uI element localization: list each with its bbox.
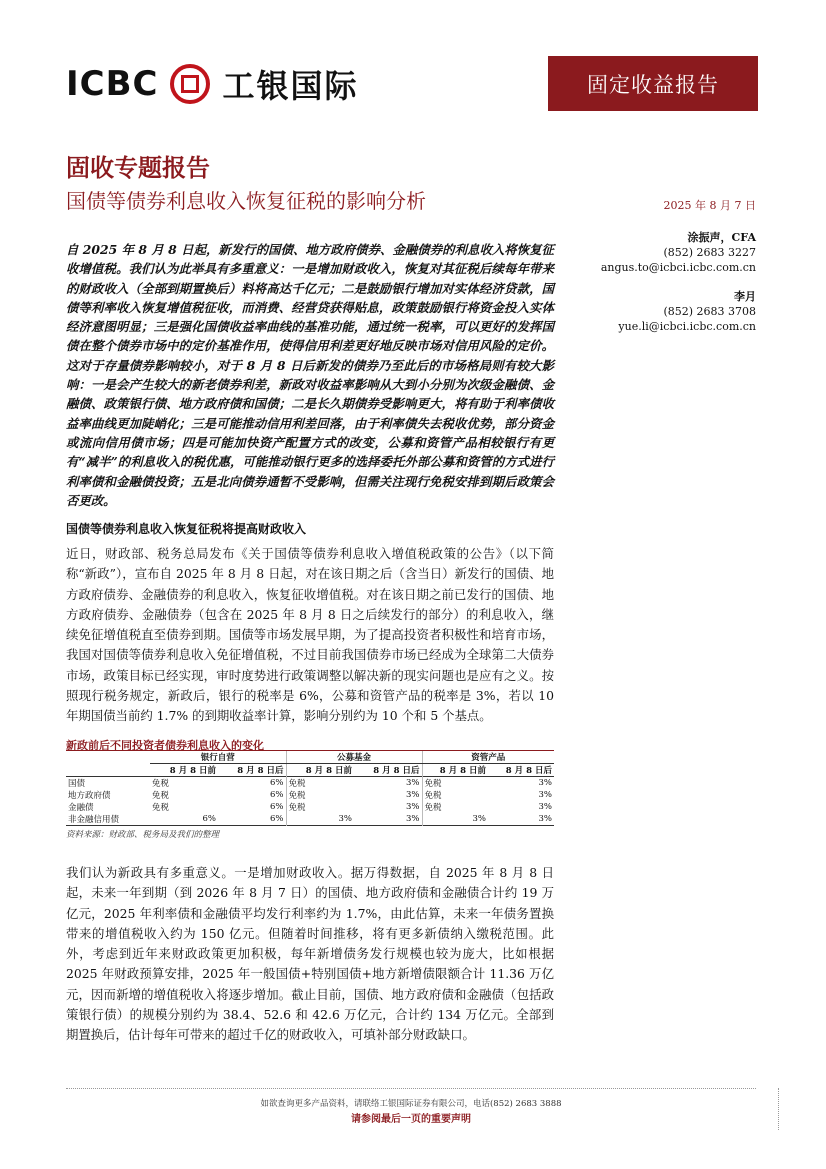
table-group-header: 公募基金 (286, 751, 422, 764)
executive-summary: 自 2025 年 8 月 8 日起，新发行的国债、地方政府债券、金融债券的利息收入将恢复征收增值税。我们认为此举具有多重意义：一是增加财政收入，恢复对其征税后续每年带来的财政收入（全部到期置换后）料将高达千亿元；二是鼓励银行增加对实体经济贷款，国债等利率收入恢复增值税征收，而消费、经营贷获得贴息，政策鼓励银行将资金投入实体经济意图明显；三是强化国债收益率曲线的基准功能，通过统一税率，可以更好的发挥国债在整个债券市场中的定价基准作用，使得信用利差更好地反映市场对信用风险的定价。这对于存量债券影响较小，对于 8 月 8 日后新发的债券乃至此后的市场格局则有较大影响：一是会产生较大的新老债券利差，新政对收益率影响从大到小分别为次级金融债、金融债、政策银行债、地方政府债和国债；二是长久期债券受影响更大，将有助于利率债收益率曲线更加陡峭化；三是可能推动信用利差回落，由于利率债失去税收优势，部分资金或流向信用债市场；四是可能加快资产配置方式的改变，公募和资管产品相较银行有更有“减半”的利息收入的税优惠，可能推动银行更多的选择委托外部公募和资管的方式进行利率债和金融债投资；五是北向债券通暂不受影响，但需关注现行免税安排到期后政策会否更改。 (66, 242, 554, 508)
table-subheader: 8 月 8 日后 (505, 766, 552, 776)
table-group-header: 资管产品 (422, 751, 554, 764)
footer-contact: 如欲查询更多产品资料，请联络工银国际证券有限公司，电话(852) 2683 3888 (260, 1099, 562, 1109)
table-subheader: 8 月 8 日前 (169, 766, 216, 776)
table-subheader: 8 月 8 日后 (237, 766, 284, 776)
logo-text-cn: 工银国际 (222, 67, 359, 105)
footer-divider (66, 1088, 756, 1089)
analyst-name: 涂振声，CFA (687, 231, 756, 244)
report-date: 2025 年 8 月 7 日 (663, 199, 756, 212)
body-paragraph: 我们认为新政具有多重意义。一是增加财政收入。据万得数据，自 2025 年 8 月 8 日起，未来一年到期（到 2026 年 8 月 7 日）的国债、地方政府债和金融债合计约 19 万亿元，2025 年利率债和金融债平均发行利率约为 1.7%，由此估算，未来一年债务置换带来的增值税收入约为 150 亿元。但随着时间推移，将有更多新债纳入缴税范围。此外，考虑到近年来财政政策更加积极，每年新增债务发行规模也较为庞大，比如根据 2025 年财政预算安排，2025 年一般国债+特别国债+地方新增债限额合计 11.36 万亿元，因而新增的增值税收入将逐步增加。截止目前，国债、地方政府债和金融债（包括政策银行债）的规模分别约为 38.4、52.6 和 42.6 万亿元，合计约 134 万亿元。全部到期置换后，估计每年可带来的超过千亿的财政收入，可填补部分财政缺口。 (66, 865, 554, 1043)
table-source-note: 资料来源：财政部、税务局及我们的整理 (66, 830, 220, 840)
table-row: 地方政府债 免税 6% 免税 3% 免税 3% (68, 790, 552, 801)
table-subheader: 8 月 8 日前 (422, 764, 488, 777)
footer-disclaimer-link[interactable]: 请参阅最后一页的重要声明 (351, 1114, 471, 1125)
analyst-email[interactable]: yue.li@icbci.icbc.com.cn (618, 320, 756, 333)
report-type-badge: 固定收益报告 (548, 56, 758, 111)
table-row: 非金融信用债 6% 6% 3% 3% 3% 3% (68, 814, 552, 825)
table-row: 金融债 免税 6% 免税 3% 免税 3% (68, 802, 552, 813)
section-heading: 国债等债券利息收入恢复征税将提高财政收入 (66, 522, 307, 536)
table-row: 国债 免税 6% 免税 3% 免税 3% (68, 778, 552, 789)
footer-side-divider (778, 1088, 779, 1130)
body-paragraph: 近日，财政部、税务总局发布《关于国债等债券利息收入增值税政策的公告》（以下简称“新政”），宣布自 2025 年 8 月 8 日起，对在该日期之后（含当日）新发行的国债、地方政府债券、金融债券的利息收入，恢复征收增值税。对在该日期之前已发行的国债、地方政府债券、金融债券（包含在 2025 年 8 月 8 日之后续发行的部分）的利息收入，继续免征增值税直至债券到期。国债等市场发展早期，为了提高投资者积极性和培育市场，我国对国债等债券利息收入免征增值税，不过目前我国债券市场已经成为全球第二大债券市场，政策目标已经实现，审时度势进行政策调整以解决新的现实问题也是应有之义。按照现行税务规定，新政后，银行的税率是 6%，公募和资管产品的税率是 3%，若以 10 年期国债当前约 1.7% 的到期收益率计算，影响分别约为 10 个和 5 个基点。 (66, 546, 554, 724)
analyst-email[interactable]: angus.to@icbci.icbc.com.cn (600, 261, 756, 274)
analyst-contacts (590, 230, 756, 334)
analyst-phone: (852) 2683 3227 (663, 246, 756, 259)
analyst-phone: (852) 2683 3708 (663, 305, 756, 318)
tax-change-table (66, 751, 554, 826)
logo-text-en: ICBC (66, 64, 159, 104)
report-title: 固收专题报告 (66, 154, 210, 182)
table-group-header: 银行自营 (150, 751, 286, 764)
company-logo (66, 62, 359, 106)
icbc-seal-icon (170, 64, 210, 104)
table-corner (66, 751, 150, 764)
report-subtitle: 国债等债券利息收入恢复征税的影响分析 (66, 189, 426, 213)
table-subheader: 8 月 8 日前 (286, 764, 354, 777)
table-title: 新政前后不同投资者债券利息收入的变化 (66, 739, 264, 752)
table-subheader: 8 月 8 日后 (373, 766, 420, 776)
analyst-name: 李月 (734, 290, 756, 303)
